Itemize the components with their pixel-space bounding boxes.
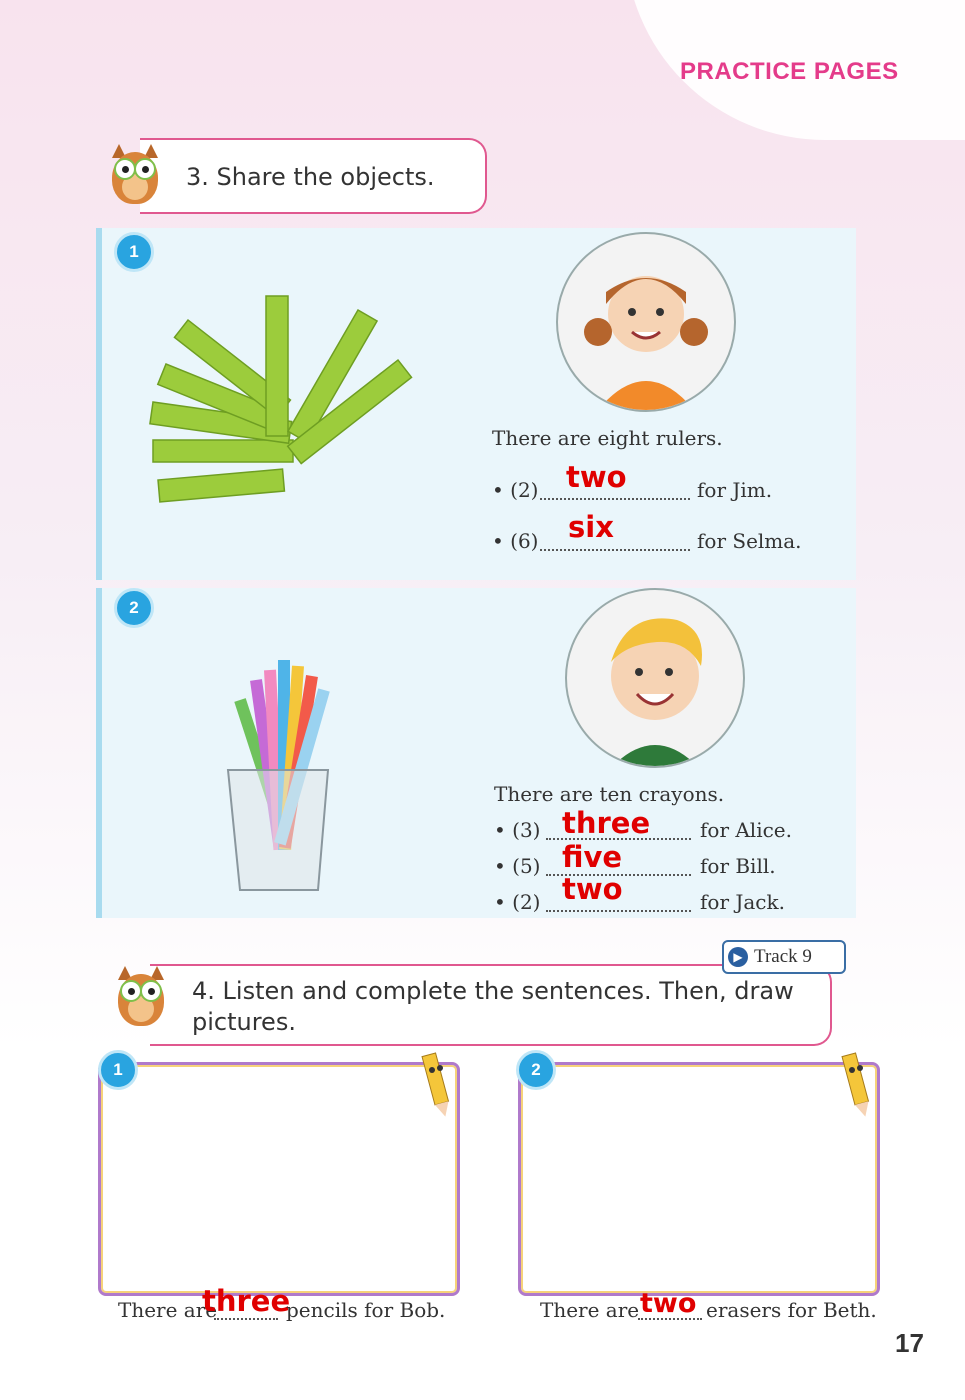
section4-title-line2: pictures.	[192, 1008, 296, 1036]
boy-portrait-image	[565, 588, 745, 768]
box2-sentence-suffix: erasers for Beth.	[706, 1298, 877, 1322]
box1-answer: three	[202, 1284, 291, 1318]
section3-title: 3. Share the objects.	[186, 163, 435, 191]
ex2-row1-suffix: for Alice.	[700, 818, 792, 842]
speaker-icon: ▶	[728, 947, 748, 967]
ex2-row2-suffix: for Bill.	[700, 854, 776, 878]
section4-title-line1: 4. Listen and complete the sentences. Then, draw	[192, 977, 794, 1005]
exercise1-number-badge: 1	[114, 232, 154, 272]
drawing-box-2-number-badge: 2	[516, 1050, 556, 1090]
page-number: 17	[895, 1328, 924, 1358]
ex1-row1-qty: • (2)	[492, 478, 539, 502]
pencil-mascot-icon	[836, 1048, 876, 1118]
drawing-box-1-number-badge: 1	[98, 1050, 138, 1090]
box2-answer: two	[640, 1288, 697, 1319]
pencil-mascot-icon	[416, 1048, 456, 1118]
rulers-fan-image	[148, 290, 428, 520]
ex2-row3-answer: two	[562, 872, 623, 906]
ex2-row2-qty: • (5)	[494, 854, 541, 878]
owl-mascot-icon	[98, 134, 170, 212]
ex1-row1-suffix: for Jim.	[697, 478, 773, 502]
ex1-row2-suffix: for Selma.	[697, 529, 802, 553]
box1-sentence-suffix: pencils for Bob.	[286, 1298, 446, 1322]
ex1-row2-qty: • (6)	[492, 529, 539, 553]
ex2-row1-qty: • (3)	[494, 818, 541, 842]
box1-sentence-prefix: There are	[118, 1298, 218, 1322]
owl-mascot-icon	[104, 956, 176, 1034]
crayons-cup-image	[198, 640, 358, 900]
ex2-row3-suffix: for Jack.	[700, 890, 785, 914]
box2-sentence-prefix: There are	[540, 1298, 640, 1322]
page-header-title: PRACTICE PAGES	[680, 58, 899, 85]
ex2-row1-answer: three	[562, 806, 651, 840]
ex2-row2-answer: five	[562, 840, 623, 874]
ex2-statement: There are ten crayons.	[494, 782, 725, 806]
track-label: Track 9	[754, 946, 812, 967]
ex2-row3-qty: • (2)	[494, 890, 541, 914]
ex1-statement: There are eight rulers.	[492, 426, 723, 450]
drawing-box-2[interactable]	[518, 1062, 880, 1296]
exercise2-number-badge: 2	[114, 588, 154, 628]
ex1-row1-answer: two	[566, 460, 627, 494]
ex1-row2-answer: six	[568, 510, 614, 544]
drawing-box-1[interactable]	[98, 1062, 460, 1296]
girl-portrait-image	[556, 232, 736, 412]
ex1-row2-blank[interactable]	[540, 529, 690, 551]
audio-track-button[interactable]	[722, 940, 846, 974]
